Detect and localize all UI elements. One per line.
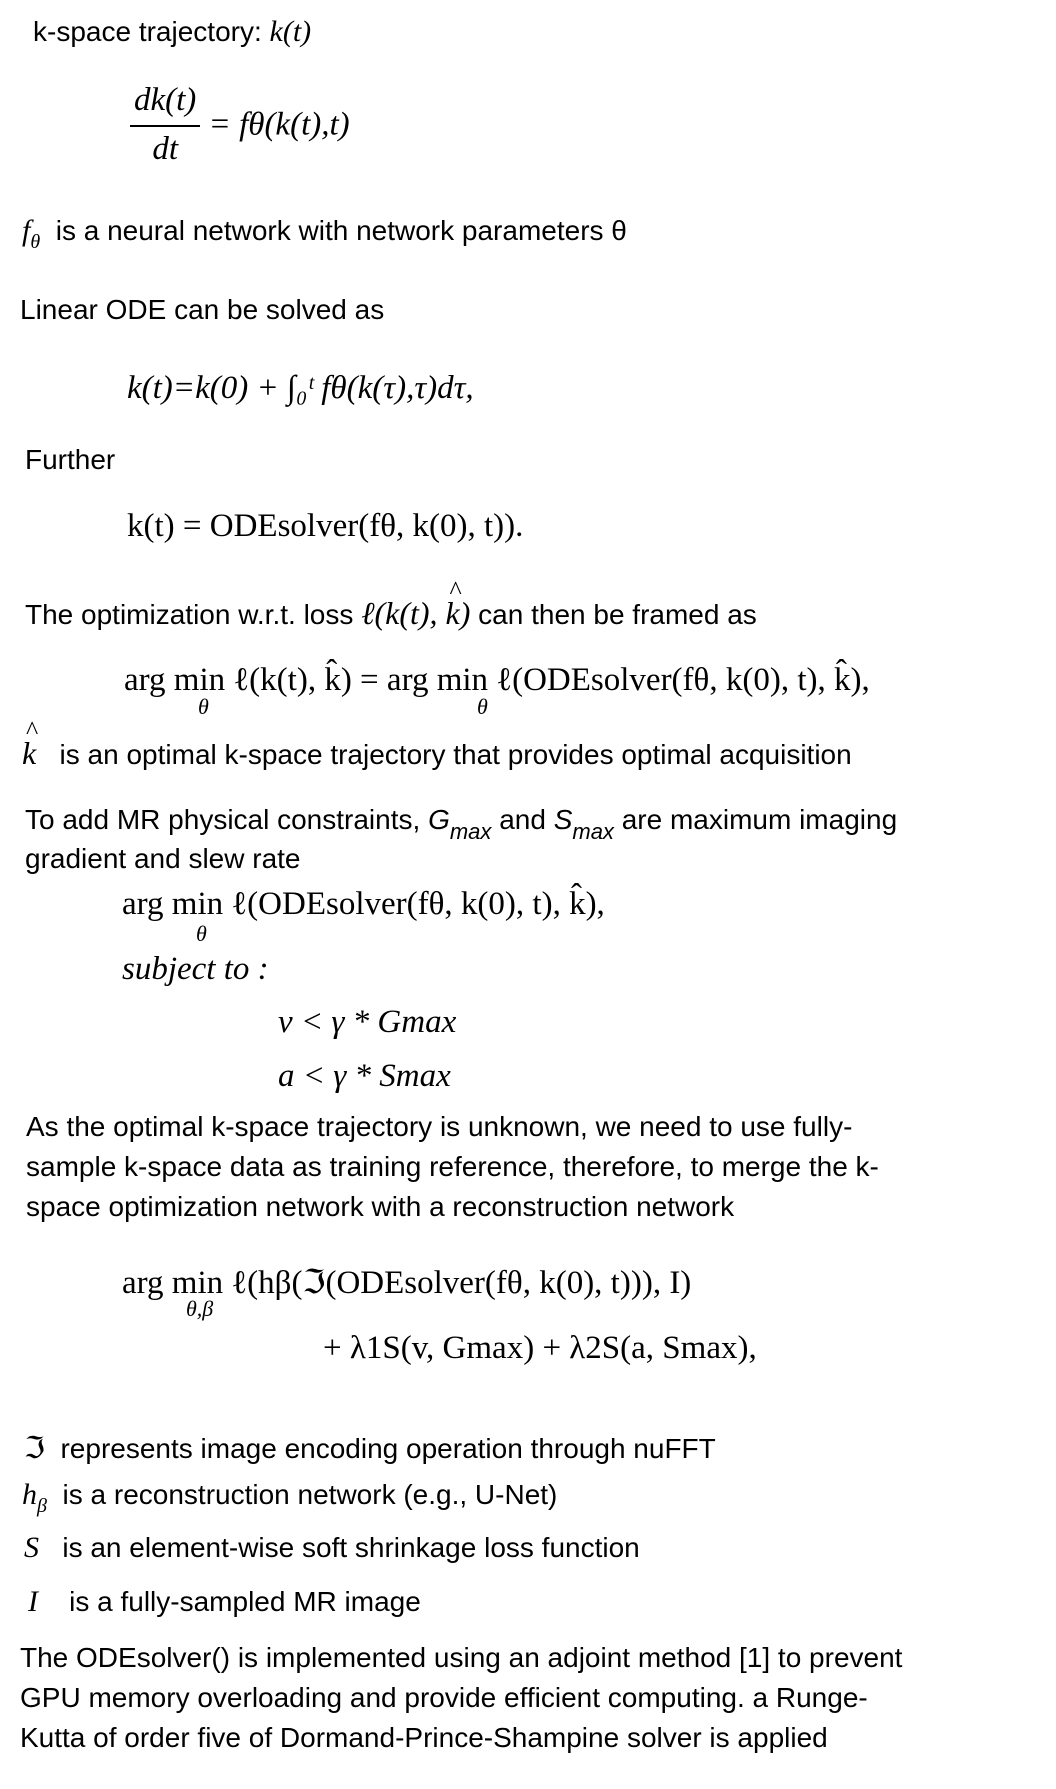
constrained-objective: arg min ℓ(ODEsolver(fθ, k(0), t), k̂),	[122, 886, 605, 922]
ode-denominator: dt	[152, 131, 178, 167]
optimization-intro	[25, 593, 757, 635]
unknown-line2: sample k-space data as training reference, therefore, to merge the k-	[26, 1151, 879, 1182]
unknown-line1: As the optimal k-space trajectory is unknown, we need to use fully-	[26, 1111, 853, 1142]
optimization-formula: arg min ℓ(k(t), k̂) = arg min ℓ(ODEsolver(fθ, k(0), t), k̂),	[124, 662, 870, 698]
s-symbol: S	[24, 1531, 39, 1564]
full-objective-line1: arg min ℓ(hβ(ℑ(ODEsolver(fθ, k(0), t))), I)	[122, 1265, 692, 1301]
i-symbol: I	[28, 1585, 38, 1618]
linear-solution: k(t)=k(0) + ∫₀ᵗ fθ(k(τ),τ)dτ,	[127, 370, 474, 406]
optimization-equation	[124, 662, 870, 699]
constraint-a: a < γ * Smax	[278, 1058, 451, 1094]
khat-desc: is an optimal k-space trajectory that provides optimal acquisition	[59, 739, 852, 770]
constrained-under: θ	[196, 921, 207, 946]
optimization-intro-a: The optimization w.r.t. loss	[25, 599, 354, 630]
constraints-line1-a: To add MR physical constraints,	[25, 804, 421, 835]
ode-equation	[130, 82, 350, 168]
def-encoding: represents image encoding operation through nuFFT	[60, 1433, 716, 1464]
final-line2: GPU memory overloading and provide efficient computing. a Runge-	[20, 1682, 868, 1713]
encoding-symbol: ℑ	[24, 1432, 45, 1465]
def-image: is a fully-sampled MR image	[69, 1586, 421, 1617]
optimization-intro-b: can then be framed as	[478, 599, 757, 630]
def-recon: is a reconstruction network (e.g., U-Net)	[62, 1479, 558, 1510]
linear-ode-text: Linear ODE can be solved as	[20, 294, 385, 325]
smax-symbol: $S_{max}$	[553, 804, 614, 844]
constraints-line1	[25, 800, 897, 842]
final-line1: The ODEsolver() is implemented using an adjoint method [1] to prevent	[20, 1642, 903, 1673]
optimization-under-2: θ	[477, 694, 488, 719]
h-beta-symbol: $h_\beta$	[22, 1478, 47, 1517]
def-recon-line	[22, 1475, 557, 1518]
optimization-under-1: θ	[198, 694, 209, 719]
def-shrink: is an element-wise soft shrinkage loss function	[62, 1532, 640, 1563]
header-text: k-space trajectory:	[33, 16, 262, 47]
constraints-line2: gradient and slew rate	[25, 843, 301, 874]
loss-symbol: ℓ(k(t), ^ k)	[361, 595, 470, 631]
odesolver-equation: k(t) = ODEsolver(fθ, k(0), t)).	[127, 508, 524, 544]
def-image-line	[28, 1582, 421, 1622]
khat-symbol: ^ k	[22, 733, 36, 773]
full-objective-under: θ,β	[186, 1296, 214, 1321]
subject-to: subject to :	[122, 951, 269, 987]
constraints-line1-b: and	[499, 804, 546, 835]
f-theta-line	[22, 211, 627, 254]
ode-fraction	[130, 82, 200, 168]
unknown-line3: space optimization network with a reconstruction network	[26, 1191, 735, 1222]
header-symbol: k(t)	[269, 15, 312, 48]
further-text: Further	[25, 444, 116, 475]
khat-line	[22, 733, 852, 775]
full-objective-line2: + λ1S(v, Gmax) + λ2S(a, Smax),	[323, 1330, 757, 1366]
gmax-symbol: $G_{max}$	[428, 804, 492, 844]
def-encoding-line	[24, 1429, 716, 1469]
f-theta-symbol: $f_\theta$	[22, 214, 41, 253]
header-line	[33, 12, 311, 52]
constraint-v: v < γ * Gmax	[278, 1004, 457, 1040]
constraints-line1-c: are maximum imaging	[621, 804, 898, 835]
ode-rhs: = fθ(k(t),t)	[208, 106, 350, 143]
ode-numerator: dk(t)	[130, 82, 200, 127]
f-theta-desc: is a neural network with network parameters θ	[55, 215, 627, 246]
final-line3: Kutta of order five of Dormand-Prince-Shampine solver is applied	[20, 1722, 828, 1753]
def-shrink-line	[24, 1528, 640, 1568]
